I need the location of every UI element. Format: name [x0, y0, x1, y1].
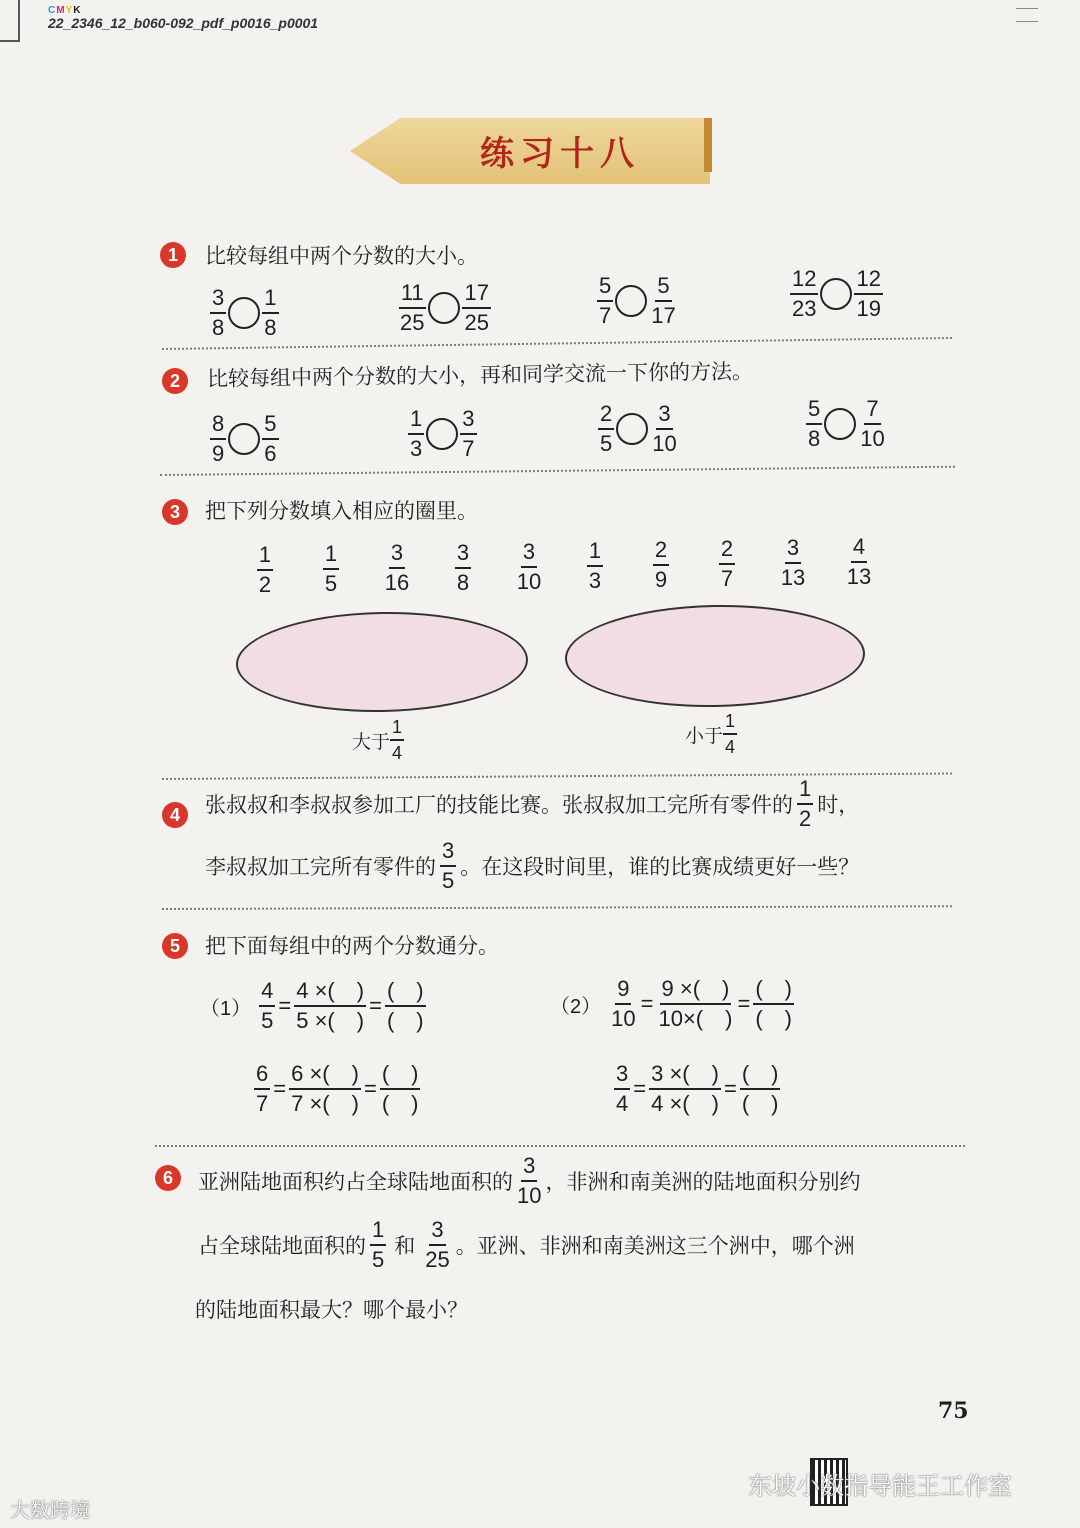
- question-number: 4: [162, 802, 188, 828]
- answer-circle[interactable]: [426, 418, 458, 450]
- fraction: $\frac{1}{4}$: [725, 711, 736, 757]
- fraction: $\frac{11}{25}$: [400, 280, 425, 335]
- fraction: $\frac{3}{16}$: [384, 540, 410, 595]
- banner-edge: [704, 118, 712, 172]
- fraction: $\frac{1}{4}$: [392, 717, 403, 763]
- fraction: $\frac{3}{10}$: [517, 1153, 542, 1208]
- fraction: $\frac{7}{10}$: [860, 396, 885, 451]
- compare-item: [597, 275, 678, 327]
- fraction: $\frac{4}{5}$: [261, 978, 274, 1033]
- question-text: 把下面每组中的两个分数通分。: [205, 934, 499, 958]
- fraction: $\frac{3}{10}$: [652, 401, 677, 456]
- question-text-line: 的陆地面积最大？哪个最小？: [195, 1298, 468, 1322]
- crop-mark-right: [1016, 8, 1038, 22]
- divider: [160, 466, 955, 476]
- page-title: 练习十八: [480, 134, 640, 174]
- fraction: $\frac{3}{7}$: [462, 406, 475, 461]
- equation-row: （1） $\frac{4}{5}$ = $\frac{4 \times( )}{5 \times( )}$ = $\frac{( )}{( )}$: [200, 978, 424, 1033]
- answer-circle[interactable]: [228, 297, 260, 329]
- equation-row: （2） $\frac{9}{10}$ = $\frac{9 \times( )}{10\times( )}$ = $\frac{( )}{( )}$: [550, 976, 792, 1031]
- fraction: $\frac{1}{3}$: [410, 406, 423, 461]
- divider: [162, 905, 952, 910]
- compare-item: [408, 408, 477, 460]
- answer-circle[interactable]: [615, 285, 647, 317]
- fraction: $\frac{1}{3}$: [588, 538, 602, 593]
- fraction-expression[interactable]: $\frac{3 \times( )}{4 \times( )}$: [651, 1061, 719, 1116]
- fraction: $\frac{5}{17}$: [651, 273, 676, 328]
- compare-item: [806, 398, 887, 450]
- ellipse-less[interactable]: [564, 602, 866, 709]
- fraction: $\frac{5}{7}$: [599, 273, 612, 328]
- fraction: $\frac{1}{2}$: [799, 776, 812, 831]
- fraction: $\frac{3}{8}$: [212, 285, 225, 340]
- compare-item: [598, 403, 679, 455]
- question-text: 比较每组中两个分数的大小，再和同学交流一下你的方法。: [206, 359, 754, 391]
- compare-item: [210, 287, 279, 339]
- fraction: $\frac{5}{8}$: [808, 396, 821, 451]
- divider: [162, 337, 952, 350]
- question-number: 2: [162, 368, 188, 394]
- compare-item: [210, 413, 279, 465]
- compare-item: [790, 268, 883, 320]
- compare-item: [398, 282, 491, 334]
- answer-circle[interactable]: [228, 423, 260, 455]
- answer-circle[interactable]: [428, 292, 460, 324]
- fraction: $\frac{4}{13}$: [846, 534, 872, 589]
- fraction: $\frac{5}{6}$: [264, 411, 277, 466]
- watermark-left: 大数跨境: [10, 1498, 90, 1522]
- question-number: 3: [162, 499, 188, 525]
- fraction: $\frac{1}{2}$: [258, 542, 272, 597]
- question-text-line: 张叔叔和李叔叔参加工厂的技能比赛。张叔叔加工完所有零件的 $\frac{1}{2}$ 时，: [205, 776, 860, 831]
- file-code: 22_2346_12_b060-092_pdf_p0016_p0001: [48, 15, 319, 31]
- fraction-list: [232, 534, 892, 597]
- fraction: $\frac{3}{25}$: [425, 1217, 450, 1272]
- question-text-line: 占全球陆地面积的 $\frac{1}{5}$ 和 $\frac{3}{25}$ 。亚洲、非洲和南美洲这三个洲中，哪个洲: [198, 1217, 855, 1272]
- fraction: $\frac{2}{5}$: [600, 401, 613, 456]
- fraction: $\frac{12}{23}$: [792, 266, 817, 321]
- question-text-line: 亚洲陆地面积约占全球陆地面积的 $\frac{3}{10}$ ，非洲和南美洲的陆地面积分别约: [198, 1153, 861, 1208]
- fraction: $\frac{1}{8}$: [264, 285, 277, 340]
- fraction: $\frac{2}{7}$: [720, 536, 734, 591]
- answer-circle[interactable]: [824, 408, 856, 440]
- fraction: $\frac{2}{9}$: [654, 537, 668, 592]
- answer-fraction[interactable]: $\frac{( )}{( )}$: [741, 1061, 779, 1116]
- question-number: 5: [162, 933, 188, 959]
- question-number: 1: [160, 242, 186, 268]
- fraction: $\frac{9}{10}$: [611, 976, 636, 1031]
- question-number: 6: [155, 1165, 181, 1191]
- cmyk-marks: CMYK: [48, 5, 82, 16]
- fraction: $\frac{3}{8}$: [456, 540, 470, 595]
- ellipse-greater[interactable]: [235, 609, 529, 714]
- fraction: $\frac{3}{10}$: [516, 539, 542, 594]
- answer-fraction[interactable]: $\frac{( )}{( )}$: [386, 978, 424, 1033]
- fraction-expression[interactable]: $\frac{9 \times( )}{10\times( )}$: [658, 976, 733, 1031]
- fraction-expression[interactable]: $\frac{6 \times( )}{7 \times( )}$: [291, 1061, 359, 1116]
- question-text: 把下列分数填入相应的圈里。: [205, 499, 478, 523]
- fraction: $\frac{6}{7}$: [256, 1061, 269, 1116]
- equation-row: $\frac{6}{7}$ = $\frac{6 \times( )}{7 \times( )}$ = $\frac{( )}{( )}$: [256, 1061, 419, 1116]
- ellipse-label-greater: 大于 $\frac{1}{4}$: [352, 717, 403, 763]
- crop-mark: [0, 0, 20, 42]
- question-text-line: 李叔叔加工完所有零件的 $\frac{3}{5}$ 。在这段时间里，谁的比赛成绩更好一些？: [205, 838, 860, 893]
- fraction: $\frac{1}{5}$: [324, 541, 338, 596]
- fraction: $\frac{3}{13}$: [780, 535, 806, 590]
- page-number: 75: [938, 1398, 969, 1424]
- fraction: $\frac{3}{5}$: [442, 838, 455, 893]
- fraction: $\frac{3}{4}$: [616, 1061, 629, 1116]
- ellipse-label-less: 小于 $\frac{1}{4}$: [685, 711, 736, 757]
- fraction-expression[interactable]: $\frac{4 \times( )}{5 \times( )}$: [296, 978, 365, 1033]
- watermark-right: 东坡小数指导能王工作室: [748, 1472, 1012, 1500]
- divider: [155, 1145, 965, 1147]
- answer-circle[interactable]: [616, 413, 648, 445]
- answer-fraction[interactable]: $\frac{( )}{( )}$: [755, 976, 792, 1031]
- fraction: $\frac{1}{5}$: [372, 1217, 385, 1272]
- answer-circle[interactable]: [820, 278, 852, 310]
- print-header: [48, 6, 318, 30]
- answer-fraction[interactable]: $\frac{( )}{( )}$: [381, 1061, 419, 1116]
- fraction: $\frac{8}{9}$: [212, 411, 225, 466]
- equation-row: $\frac{3}{4}$ = $\frac{3 \times( )}{4 \times( )}$ = $\frac{( )}{( )}$: [616, 1061, 779, 1116]
- fraction: $\frac{12}{19}$: [856, 266, 881, 321]
- fraction: $\frac{17}{25}$: [464, 280, 489, 335]
- question-text: 比较每组中两个分数的大小。: [205, 244, 478, 268]
